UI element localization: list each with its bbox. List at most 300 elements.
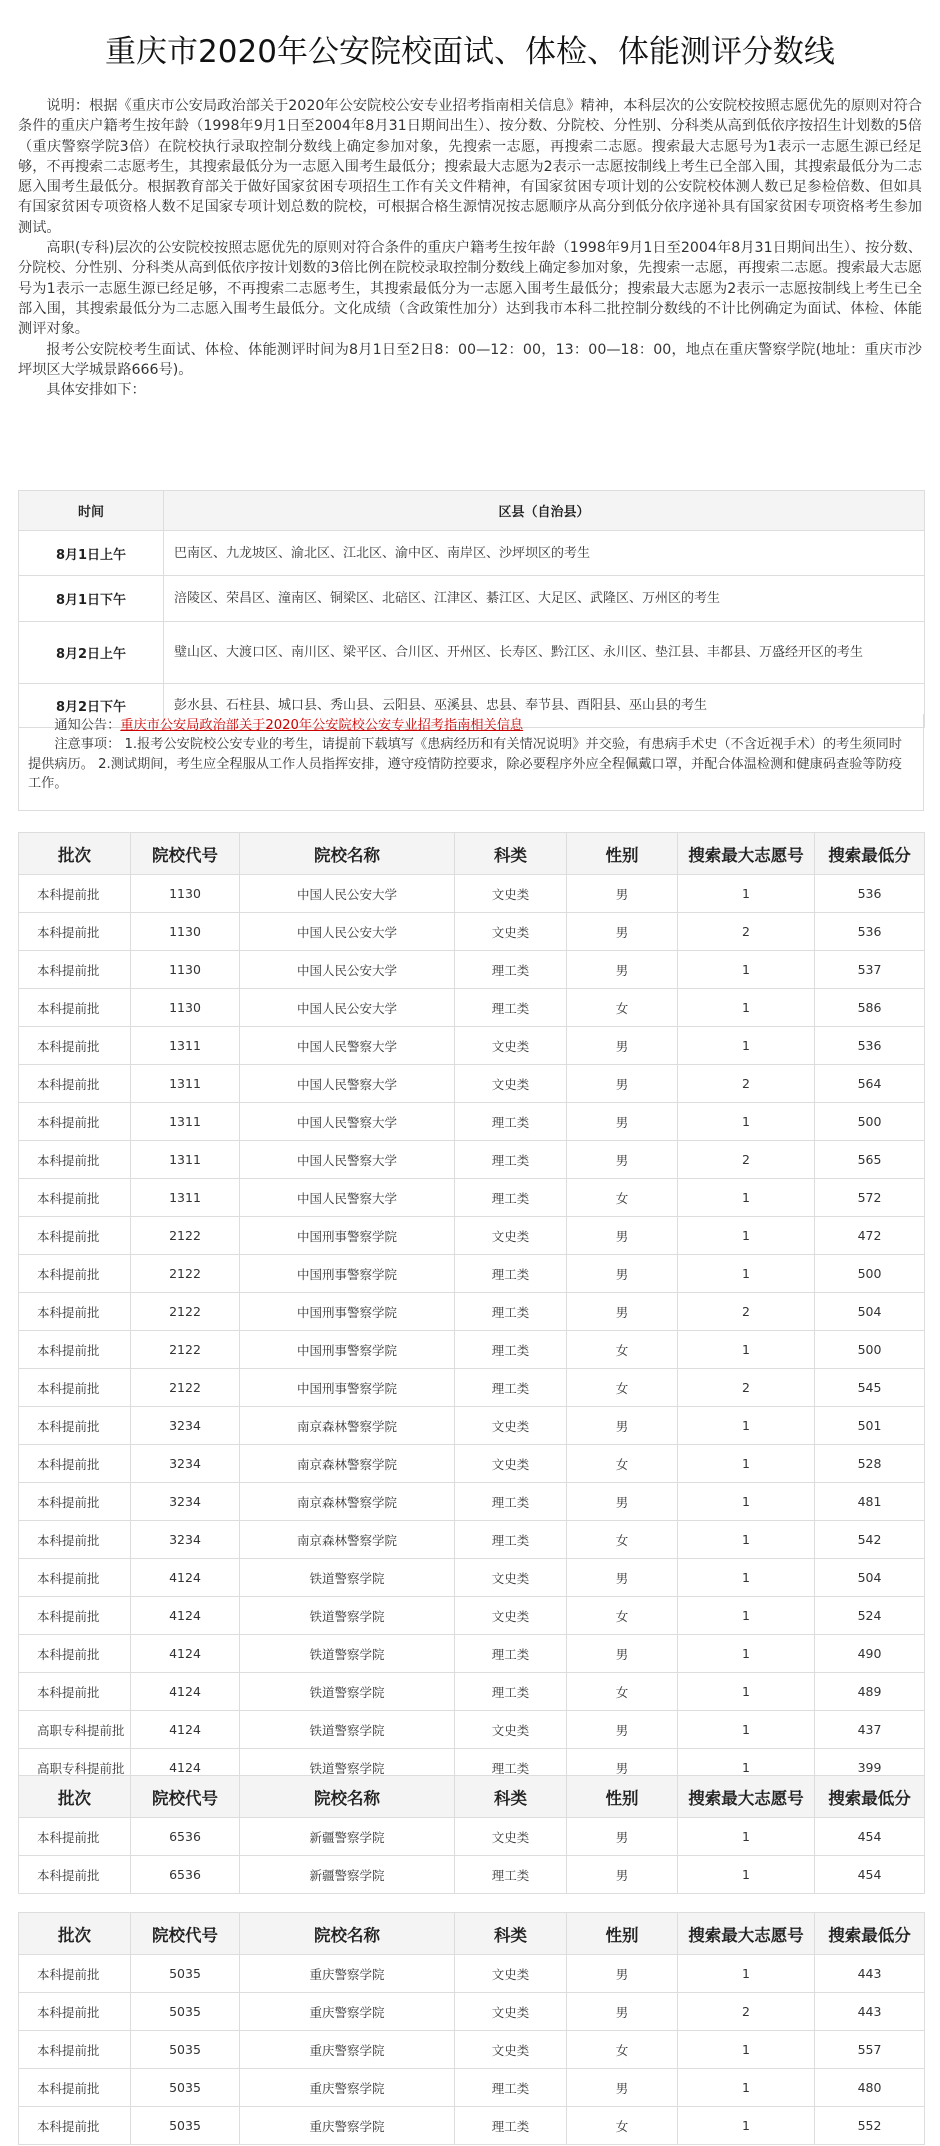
cell-min-score: 501 xyxy=(815,1407,925,1445)
cell-school-name: 中国人民公安大学 xyxy=(240,951,455,989)
cell-min-score: 524 xyxy=(815,1597,925,1635)
cell-subject: 文史类 xyxy=(455,1818,567,1856)
cell-min-score: 490 xyxy=(815,1635,925,1673)
cell-batch: 本科提前批 xyxy=(19,1369,131,1407)
cell-max-choice: 1 xyxy=(678,1407,815,1445)
cell-gender: 男 xyxy=(567,1255,678,1293)
cell-subject: 文史类 xyxy=(455,1407,567,1445)
cell-subject: 理工类 xyxy=(455,1483,567,1521)
cell-school-name: 中国人民公安大学 xyxy=(240,989,455,1027)
score-header-max-choice: 搜索最大志愿号 xyxy=(678,1913,815,1955)
cell-school-code: 1311 xyxy=(131,1103,240,1141)
table-row xyxy=(19,1711,925,1749)
score-header-school-name: 院校名称 xyxy=(240,1913,455,1955)
cell-min-score: 536 xyxy=(815,913,925,951)
schedule-time: 8月2日下午 xyxy=(19,684,164,728)
cell-subject: 理工类 xyxy=(455,1103,567,1141)
cell-max-choice: 1 xyxy=(678,2031,815,2069)
cell-school-name: 新疆警察学院 xyxy=(240,1856,455,1894)
cell-subject: 文史类 xyxy=(455,1027,567,1065)
cell-subject: 理工类 xyxy=(455,1369,567,1407)
cell-batch: 本科提前批 xyxy=(19,1856,131,1894)
table-row xyxy=(19,1597,925,1635)
cell-gender: 男 xyxy=(567,1818,678,1856)
cell-batch: 本科提前批 xyxy=(19,1179,131,1217)
cell-school-name: 中国人民警察大学 xyxy=(240,1027,455,1065)
cell-school-name: 重庆警察学院 xyxy=(240,1955,455,1993)
cell-max-choice: 1 xyxy=(678,1955,815,1993)
cell-school-code: 1130 xyxy=(131,875,240,913)
cell-gender: 女 xyxy=(567,1331,678,1369)
cell-school-name: 中国人民公安大学 xyxy=(240,875,455,913)
cell-school-name: 中国刑事警察学院 xyxy=(240,1255,455,1293)
cell-gender: 男 xyxy=(567,1559,678,1597)
schedule-time: 8月1日下午 xyxy=(19,576,164,622)
cell-max-choice: 1 xyxy=(678,1521,815,1559)
table-row xyxy=(19,1445,925,1483)
cell-min-score: 481 xyxy=(815,1483,925,1521)
table-row xyxy=(19,1331,925,1369)
cell-school-code: 5035 xyxy=(131,2107,240,2145)
cell-min-score: 565 xyxy=(815,1141,925,1179)
cell-school-code: 4124 xyxy=(131,1711,240,1749)
cell-min-score: 557 xyxy=(815,2031,925,2069)
cell-school-code: 6536 xyxy=(131,1856,240,1894)
cell-min-score: 500 xyxy=(815,1103,925,1141)
cell-subject: 理工类 xyxy=(455,2107,567,2145)
cell-max-choice: 1 xyxy=(678,1635,815,1673)
cell-school-name: 中国刑事警察学院 xyxy=(240,1369,455,1407)
cell-gender: 男 xyxy=(567,1293,678,1331)
cell-subject: 文史类 xyxy=(455,1217,567,1255)
score-header-batch: 批次 xyxy=(19,1913,131,1955)
table-row xyxy=(19,1179,925,1217)
table-row xyxy=(19,1293,925,1331)
cell-batch: 本科提前批 xyxy=(19,1445,131,1483)
table-row xyxy=(19,2107,925,2145)
table-row xyxy=(19,1818,925,1856)
table-row xyxy=(19,1955,925,1993)
page-title: 重庆市2020年公安院校面试、体检、体能测评分数线 xyxy=(105,34,835,70)
cell-school-name: 铁道警察学院 xyxy=(240,1749,455,1787)
cell-school-name: 重庆警察学院 xyxy=(240,2031,455,2069)
schedule-row xyxy=(19,531,925,576)
score-header-max-choice: 搜索最大志愿号 xyxy=(678,1776,815,1818)
cell-school-name: 南京森林警察学院 xyxy=(240,1483,455,1521)
cell-batch: 本科提前批 xyxy=(19,1255,131,1293)
cell-school-name: 中国人民警察大学 xyxy=(240,1141,455,1179)
cell-school-code: 1130 xyxy=(131,951,240,989)
intro-paragraph-2: 高职(专科)层次的公安院校按照志愿优先的原则对符合条件的重庆户籍考生按年龄（1998年9月1日至2004年8月31日期间出生）、按分数、分院校、分性别、分科类从高到低依序按计划数的3倍比例在院校录取控制分数线上确定参加对象，先搜索一志愿，再搜索二志愿。搜索最大志愿号为1表示一志愿生源已经足够，不再搜索二志愿考生，其搜索最低分为一志愿入围考生最低分；搜索最大志愿为2表示一志愿按制线上考生已全部入围，其搜索最低分为二志愿入围考生最低分。文化成绩（含政策性加分）达到我市本科二批控制分数线的不计比例确定为面试、体检、体能测评对象。 xyxy=(18,240,922,338)
cell-min-score: 572 xyxy=(815,1179,925,1217)
cell-subject: 文史类 xyxy=(455,1065,567,1103)
cell-max-choice: 1 xyxy=(678,1027,815,1065)
cell-max-choice: 1 xyxy=(678,1856,815,1894)
score-header-subject: 科类 xyxy=(455,833,567,875)
cell-gender: 男 xyxy=(567,2069,678,2107)
cell-gender: 男 xyxy=(567,1993,678,2031)
cell-batch: 本科提前批 xyxy=(19,1141,131,1179)
schedule-table xyxy=(18,490,925,728)
cell-school-code: 2122 xyxy=(131,1293,240,1331)
score-header-min-score: 搜索最低分 xyxy=(815,833,925,875)
cell-batch: 本科提前批 xyxy=(19,1521,131,1559)
cell-school-name: 重庆警察学院 xyxy=(240,1993,455,2031)
cell-batch: 本科提前批 xyxy=(19,1027,131,1065)
cell-batch: 本科提前批 xyxy=(19,1635,131,1673)
cell-min-score: 500 xyxy=(815,1255,925,1293)
cell-school-code: 4124 xyxy=(131,1559,240,1597)
score-header-batch: 批次 xyxy=(19,833,131,875)
cell-subject: 理工类 xyxy=(455,1331,567,1369)
cell-min-score: 399 xyxy=(815,1749,925,1787)
cell-school-code: 1130 xyxy=(131,989,240,1027)
cell-max-choice: 2 xyxy=(678,1293,815,1331)
score-header-subject: 科类 xyxy=(455,1913,567,1955)
cell-school-code: 2122 xyxy=(131,1217,240,1255)
cell-batch: 本科提前批 xyxy=(19,1993,131,2031)
cell-gender: 女 xyxy=(567,1597,678,1635)
cell-subject: 理工类 xyxy=(455,1749,567,1787)
intro-paragraph-3: 报考公安院校考生面试、体检、体能测评时间为8月1日至2日8：00—12：00，13：00—18：00，地点在重庆警察学院(地址：重庆市沙坪坝区大学城景路666号)。 xyxy=(18,341,922,378)
cell-max-choice: 1 xyxy=(678,1711,815,1749)
cell-min-score: 504 xyxy=(815,1293,925,1331)
cell-gender: 男 xyxy=(567,1749,678,1787)
cell-subject: 文史类 xyxy=(455,2031,567,2069)
cell-gender: 男 xyxy=(567,1141,678,1179)
table-row xyxy=(19,1635,925,1673)
cell-subject: 文史类 xyxy=(455,1955,567,1993)
cell-max-choice: 1 xyxy=(678,1559,815,1597)
cell-batch: 本科提前批 xyxy=(19,1217,131,1255)
schedule-time: 8月2日上午 xyxy=(19,622,164,684)
cell-subject: 文史类 xyxy=(455,875,567,913)
table-row xyxy=(19,989,925,1027)
cell-max-choice: 1 xyxy=(678,1673,815,1711)
cell-school-name: 中国人民警察大学 xyxy=(240,1179,455,1217)
cell-school-name: 铁道警察学院 xyxy=(240,1673,455,1711)
table-row xyxy=(19,875,925,913)
cell-batch: 本科提前批 xyxy=(19,989,131,1027)
cell-min-score: 454 xyxy=(815,1818,925,1856)
cell-batch: 本科提前批 xyxy=(19,1407,131,1445)
cell-batch: 本科提前批 xyxy=(19,875,131,913)
cell-school-code: 2122 xyxy=(131,1255,240,1293)
cell-school-name: 中国人民警察大学 xyxy=(240,1103,455,1141)
cell-min-score: 536 xyxy=(815,1027,925,1065)
cell-gender: 男 xyxy=(567,875,678,913)
cell-subject: 文史类 xyxy=(455,1445,567,1483)
cell-school-name: 中国人民公安大学 xyxy=(240,913,455,951)
cell-gender: 女 xyxy=(567,1673,678,1711)
cell-batch: 本科提前批 xyxy=(19,1331,131,1369)
cell-max-choice: 1 xyxy=(678,1445,815,1483)
cell-subject: 理工类 xyxy=(455,951,567,989)
cell-min-score: 443 xyxy=(815,1955,925,1993)
cell-batch: 本科提前批 xyxy=(19,2069,131,2107)
schedule-areas: 璧山区、大渡口区、南川区、梁平区、合川区、开州区、长寿区、黔江区、永川区、垫江县、丰都县、万盛经开区的考生 xyxy=(164,622,925,684)
score-table xyxy=(18,1775,925,1894)
cell-school-name: 铁道警察学院 xyxy=(240,1559,455,1597)
cell-school-code: 6536 xyxy=(131,1818,240,1856)
cell-max-choice: 2 xyxy=(678,1141,815,1179)
score-header-row xyxy=(19,1776,925,1818)
intro-paragraph-1: 说明：根据《重庆市公安局政治部关于2020年公安院校公安专业招考指南相关信息》精神，本科层次的公安院校按照志愿优先的原则对符合条件的重庆户籍考生按年龄（1998年9月1日至2004年8月31日期间出生）、按分数、分院校、分性别、分科类从高到低依序按招生计划数的5倍（重庆警察学院3倍）在院校执行录取控制分数线上确定参加对象，先搜索一志愿，再搜索二志愿。搜索最大志愿号为1表示一志愿生源已经足够，不再搜索二志愿考生，其搜索最低分为一志愿入围考生最低分；搜索最大志愿为2表示一志愿按制线上考生已全部入围，其搜索最低分为二志愿入围考生最低分。根据教育部关于做好国家贫困专项招生工作有关文件精神，有国家贫困专项计划的公安院校体测人数已足参检倍数、但如具有国家贫困专项资格人数不足国家专项计划总数的院校，可根据合格生源情况按志愿顺序从高分到低分依序递补具有国家贫困专项资格考生参加测试。 xyxy=(18,98,923,236)
cell-gender: 女 xyxy=(567,989,678,1027)
cell-min-score: 437 xyxy=(815,1711,925,1749)
table-row xyxy=(19,951,925,989)
table-row xyxy=(19,2069,925,2107)
notice-notes xyxy=(28,735,914,793)
cell-max-choice: 1 xyxy=(678,1217,815,1255)
cell-school-code: 1311 xyxy=(131,1027,240,1065)
cell-subject: 文史类 xyxy=(455,913,567,951)
cell-min-score: 528 xyxy=(815,1445,925,1483)
cell-batch: 本科提前批 xyxy=(19,2031,131,2069)
cell-max-choice: 1 xyxy=(678,989,815,1027)
cell-school-code: 5035 xyxy=(131,1993,240,2031)
table-row xyxy=(19,1103,925,1141)
schedule-areas: 巴南区、九龙坡区、渝北区、江北区、渝中区、南岸区、沙坪坝区的考生 xyxy=(164,531,925,576)
cell-subject: 理工类 xyxy=(455,2069,567,2107)
cell-school-name: 南京森林警察学院 xyxy=(240,1445,455,1483)
cell-gender: 女 xyxy=(567,1369,678,1407)
schedule-time: 8月1日上午 xyxy=(19,531,164,576)
cell-subject: 文史类 xyxy=(455,1711,567,1749)
cell-school-code: 1311 xyxy=(131,1179,240,1217)
score-header-subject: 科类 xyxy=(455,1776,567,1818)
table-row xyxy=(19,1993,925,2031)
cell-min-score: 500 xyxy=(815,1331,925,1369)
cell-batch: 本科提前批 xyxy=(19,1483,131,1521)
cell-subject: 理工类 xyxy=(455,1521,567,1559)
cell-school-code: 3234 xyxy=(131,1521,240,1559)
schedule-header-row xyxy=(19,491,925,531)
cell-gender: 男 xyxy=(567,1711,678,1749)
table-row xyxy=(19,1856,925,1894)
cell-school-code: 3234 xyxy=(131,1445,240,1483)
score-header-row xyxy=(19,1913,925,1955)
score-header-min-score: 搜索最低分 xyxy=(815,1776,925,1818)
score-header-gender: 性别 xyxy=(567,833,678,875)
cell-max-choice: 2 xyxy=(678,1065,815,1103)
cell-max-choice: 1 xyxy=(678,1331,815,1369)
cell-subject: 理工类 xyxy=(455,989,567,1027)
table-row xyxy=(19,2031,925,2069)
cell-subject: 文史类 xyxy=(455,1597,567,1635)
cell-batch: 本科提前批 xyxy=(19,951,131,989)
notice-link[interactable]: 重庆市公安局政治部关于2020年公安院校公安专业招考指南相关信息 xyxy=(120,718,524,733)
table-row xyxy=(19,1255,925,1293)
cell-gender: 女 xyxy=(567,1179,678,1217)
cell-max-choice: 1 xyxy=(678,951,815,989)
cell-batch: 高职专科提前批 xyxy=(19,1749,131,1787)
cell-gender: 男 xyxy=(567,1065,678,1103)
notice-prefix: 通知公告： xyxy=(54,718,121,733)
cell-school-code: 2122 xyxy=(131,1331,240,1369)
cell-school-code: 3234 xyxy=(131,1483,240,1521)
cell-gender: 男 xyxy=(567,1635,678,1673)
cell-gender: 男 xyxy=(567,1103,678,1141)
cell-school-code: 2122 xyxy=(131,1369,240,1407)
cell-gender: 男 xyxy=(567,1407,678,1445)
cell-min-score: 586 xyxy=(815,989,925,1027)
schedule-row xyxy=(19,576,925,622)
cell-subject: 文史类 xyxy=(455,1559,567,1597)
score-header-batch: 批次 xyxy=(19,1776,131,1818)
score-header-school-name: 院校名称 xyxy=(240,1776,455,1818)
cell-subject: 理工类 xyxy=(455,1141,567,1179)
score-header-row xyxy=(19,833,925,875)
cell-min-score: 564 xyxy=(815,1065,925,1103)
score-header-gender: 性别 xyxy=(567,1913,678,1955)
cell-max-choice: 1 xyxy=(678,2069,815,2107)
cell-max-choice: 1 xyxy=(678,1749,815,1787)
cell-gender: 男 xyxy=(567,951,678,989)
cell-batch: 本科提前批 xyxy=(19,1103,131,1141)
schedule-areas: 彭水县、石柱县、城口县、秀山县、云阳县、巫溪县、忠县、奉节县、酉阳县、巫山县的考生 xyxy=(164,684,925,728)
cell-gender: 男 xyxy=(567,1027,678,1065)
cell-school-code: 4124 xyxy=(131,1749,240,1787)
cell-max-choice: 1 xyxy=(678,2107,815,2145)
cell-subject: 理工类 xyxy=(455,1856,567,1894)
schedule-header-time: 时间 xyxy=(19,491,164,531)
cell-school-name: 南京森林警察学院 xyxy=(240,1407,455,1445)
table-row xyxy=(19,1559,925,1597)
cell-min-score: 542 xyxy=(815,1521,925,1559)
cell-school-code: 3234 xyxy=(131,1407,240,1445)
cell-max-choice: 2 xyxy=(678,1369,815,1407)
cell-school-name: 中国刑事警察学院 xyxy=(240,1293,455,1331)
cell-school-name: 铁道警察学院 xyxy=(240,1711,455,1749)
cell-school-code: 5035 xyxy=(131,2031,240,2069)
cell-school-code: 5035 xyxy=(131,1955,240,1993)
cell-gender: 女 xyxy=(567,1445,678,1483)
score-header-school-code: 院校代号 xyxy=(131,833,240,875)
cell-school-code: 4124 xyxy=(131,1597,240,1635)
cell-min-score: 472 xyxy=(815,1217,925,1255)
cell-max-choice: 1 xyxy=(678,1597,815,1635)
cell-min-score: 489 xyxy=(815,1673,925,1711)
cell-batch: 本科提前批 xyxy=(19,1955,131,1993)
cell-subject: 理工类 xyxy=(455,1293,567,1331)
cell-subject: 文史类 xyxy=(455,1993,567,2031)
schedule-areas: 涪陵区、荣昌区、潼南区、铜梁区、北碚区、江津区、綦江区、大足区、武隆区、万州区的考生 xyxy=(164,576,925,622)
table-row xyxy=(19,1065,925,1103)
cell-gender: 女 xyxy=(567,2031,678,2069)
cell-min-score: 443 xyxy=(815,1993,925,2031)
score-header-school-code: 院校代号 xyxy=(131,1913,240,1955)
cell-batch: 本科提前批 xyxy=(19,913,131,951)
notice-line xyxy=(28,716,914,735)
cell-school-code: 1130 xyxy=(131,913,240,951)
cell-max-choice: 2 xyxy=(678,913,815,951)
cell-batch: 本科提前批 xyxy=(19,1293,131,1331)
cell-gender: 男 xyxy=(567,913,678,951)
cell-gender: 男 xyxy=(567,1483,678,1521)
table-row xyxy=(19,1027,925,1065)
score-header-gender: 性别 xyxy=(567,1776,678,1818)
notice-box xyxy=(18,714,924,811)
cell-school-code: 4124 xyxy=(131,1673,240,1711)
cell-batch: 本科提前批 xyxy=(19,1673,131,1711)
intro-text xyxy=(18,96,922,400)
table-row xyxy=(19,1673,925,1711)
cell-max-choice: 1 xyxy=(678,1483,815,1521)
cell-gender: 男 xyxy=(567,1217,678,1255)
cell-min-score: 537 xyxy=(815,951,925,989)
intro-paragraph-4: 具体安排如下： xyxy=(46,382,146,399)
cell-school-code: 1311 xyxy=(131,1141,240,1179)
cell-subject: 理工类 xyxy=(455,1635,567,1673)
score-header-min-score: 搜索最低分 xyxy=(815,1913,925,1955)
cell-min-score: 454 xyxy=(815,1856,925,1894)
table-row xyxy=(19,1141,925,1179)
cell-school-name: 中国人民警察大学 xyxy=(240,1065,455,1103)
cell-subject: 理工类 xyxy=(455,1673,567,1711)
cell-subject: 理工类 xyxy=(455,1179,567,1217)
cell-school-name: 新疆警察学院 xyxy=(240,1818,455,1856)
cell-min-score: 552 xyxy=(815,2107,925,2145)
score-header-school-code: 院校代号 xyxy=(131,1776,240,1818)
cell-gender: 男 xyxy=(567,1955,678,1993)
cell-gender: 女 xyxy=(567,1521,678,1559)
cell-batch: 本科提前批 xyxy=(19,1065,131,1103)
cell-min-score: 545 xyxy=(815,1369,925,1407)
cell-batch: 本科提前批 xyxy=(19,1597,131,1635)
score-header-max-choice: 搜索最大志愿号 xyxy=(678,833,815,875)
schedule-header-area: 区县（自治县） xyxy=(164,491,925,531)
cell-batch: 高职专科提前批 xyxy=(19,1711,131,1749)
cell-school-name: 重庆警察学院 xyxy=(240,2107,455,2145)
cell-subject: 理工类 xyxy=(455,1255,567,1293)
cell-school-name: 铁道警察学院 xyxy=(240,1635,455,1673)
cell-batch: 本科提前批 xyxy=(19,2107,131,2145)
cell-max-choice: 1 xyxy=(678,1818,815,1856)
score-table xyxy=(18,1912,925,2145)
cell-school-code: 5035 xyxy=(131,2069,240,2107)
cell-school-code: 1311 xyxy=(131,1065,240,1103)
schedule-row xyxy=(19,622,925,684)
score-header-school-name: 院校名称 xyxy=(240,833,455,875)
table-row xyxy=(19,913,925,951)
cell-batch: 本科提前批 xyxy=(19,1559,131,1597)
table-row xyxy=(19,1369,925,1407)
cell-max-choice: 1 xyxy=(678,1179,815,1217)
cell-batch: 本科提前批 xyxy=(19,1818,131,1856)
cell-min-score: 504 xyxy=(815,1559,925,1597)
table-row xyxy=(19,1407,925,1445)
cell-school-name: 南京森林警察学院 xyxy=(240,1521,455,1559)
cell-school-name: 铁道警察学院 xyxy=(240,1597,455,1635)
cell-school-name: 重庆警察学院 xyxy=(240,2069,455,2107)
cell-min-score: 480 xyxy=(815,2069,925,2107)
cell-max-choice: 2 xyxy=(678,1993,815,2031)
cell-max-choice: 1 xyxy=(678,1103,815,1141)
cell-max-choice: 1 xyxy=(678,875,815,913)
cell-school-name: 中国刑事警察学院 xyxy=(240,1217,455,1255)
notice-notes-text: 注意事项： 1.报考公安院校公安专业的考生，请提前下载填写《患病经历和有关情况说明》并交验，有患病手术史（不含近视手术）的考生须同时提供病历。 2.测试期间，考生应全程服从工作人员指挥安排，遵守疫情防控要求，除必要程序外应全程佩戴口罩，并配合体温检测和健康码查验等防疫工作。 xyxy=(28,737,902,791)
cell-gender: 男 xyxy=(567,1856,678,1894)
cell-school-code: 4124 xyxy=(131,1635,240,1673)
table-row xyxy=(19,1483,925,1521)
table-row xyxy=(19,1217,925,1255)
cell-gender: 女 xyxy=(567,2107,678,2145)
table-row xyxy=(19,1521,925,1559)
cell-school-name: 中国刑事警察学院 xyxy=(240,1331,455,1369)
score-table xyxy=(18,832,925,1787)
cell-min-score: 536 xyxy=(815,875,925,913)
